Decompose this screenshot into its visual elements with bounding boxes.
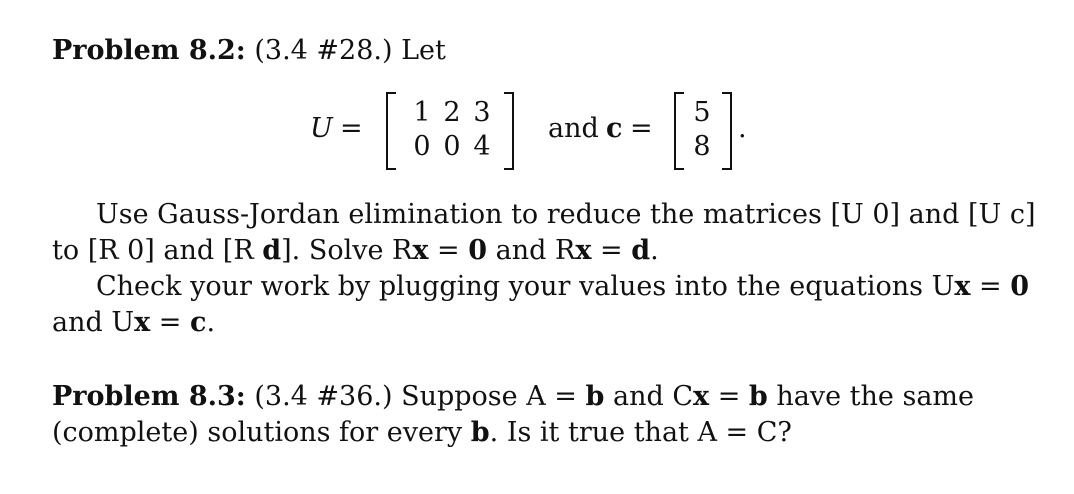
para1-line1-text: Use Gauss-Jordan elimination to reduce the matrices [U 0] and [U c] [96,199,1036,230]
zero-vector: 0 [468,235,488,266]
matrix-cell: 3 [473,97,491,128]
right-bracket [722,92,732,170]
vector-x: x [954,271,971,302]
vector-b: b [585,381,605,412]
vector-cell: 5 [693,97,711,128]
equals-sign: = [340,113,363,144]
matrix-cell: 4 [473,131,491,162]
vector-cell: 8 [693,131,711,162]
vector-b: b [748,381,768,412]
problem-8-2-source: (3.4 #28.) Let [254,35,446,66]
p83-line1-a: (3.4 #36.) Suppose A [254,381,546,412]
right-bracket [504,92,514,170]
paragraph-2-line-2 [52,306,215,340]
vector-c-name: c [606,113,623,144]
p83-line1-b: and C [604,381,693,412]
vector-c [674,92,732,170]
period: . [738,113,747,144]
equals-sign: = [150,307,191,338]
vector-d: d [631,235,651,266]
equals-sign: = [630,113,653,144]
vector-x: x [693,381,710,412]
para1-line2-b: ]. Solve R [281,235,413,266]
vector-d: d [262,235,282,266]
paragraph-1-line-2 [52,234,659,268]
equals-sign: = [709,381,749,412]
equals-sign: = [970,271,1011,302]
matrix-u [386,92,514,170]
period: . [650,235,659,266]
matrix-cell: 1 [413,97,431,128]
problem-8-3-line-2 [52,416,792,450]
period: . [206,307,216,338]
paragraph-2-line-1 [96,270,1029,304]
vector-x: x [412,235,429,266]
problem-8-2-heading-line [52,34,446,68]
paragraph-1-line-1 [96,198,1036,232]
vector-x: x [575,235,592,266]
problem-8-2-label: Problem 8.2: [52,35,246,66]
vector-b: b [470,417,490,448]
equals-sign: = [591,235,632,266]
para2-line1-a: Check your work by plugging your values into the equations U [96,271,955,302]
left-bracket [386,92,396,170]
p83-line2-a: (complete) solutions for every [52,417,471,448]
vector-x: x [134,307,151,338]
matrix-cell: 0 [443,131,461,162]
equals-sign: = [428,235,469,266]
matrix-cell: 2 [443,97,461,128]
left-bracket [674,92,684,170]
para1-line2-c: and R [487,235,576,266]
problem-8-3-line-1 [52,380,974,414]
zero-vector: 0 [1010,271,1030,302]
p83-line1-c: have the same [767,381,975,412]
vector-c: c [190,307,207,338]
equals-sign: = [545,381,586,412]
matrix-u-name: U [310,113,333,144]
and-word: and [548,113,599,144]
p83-line2-b: . Is it true that A = C? [489,417,792,448]
problem-8-3-label: Problem 8.3: [52,381,246,412]
matrix-cell: 0 [413,131,431,162]
para2-line2-a: and U [52,307,135,338]
para1-line2-a: to [R 0] and [R [52,235,263,266]
